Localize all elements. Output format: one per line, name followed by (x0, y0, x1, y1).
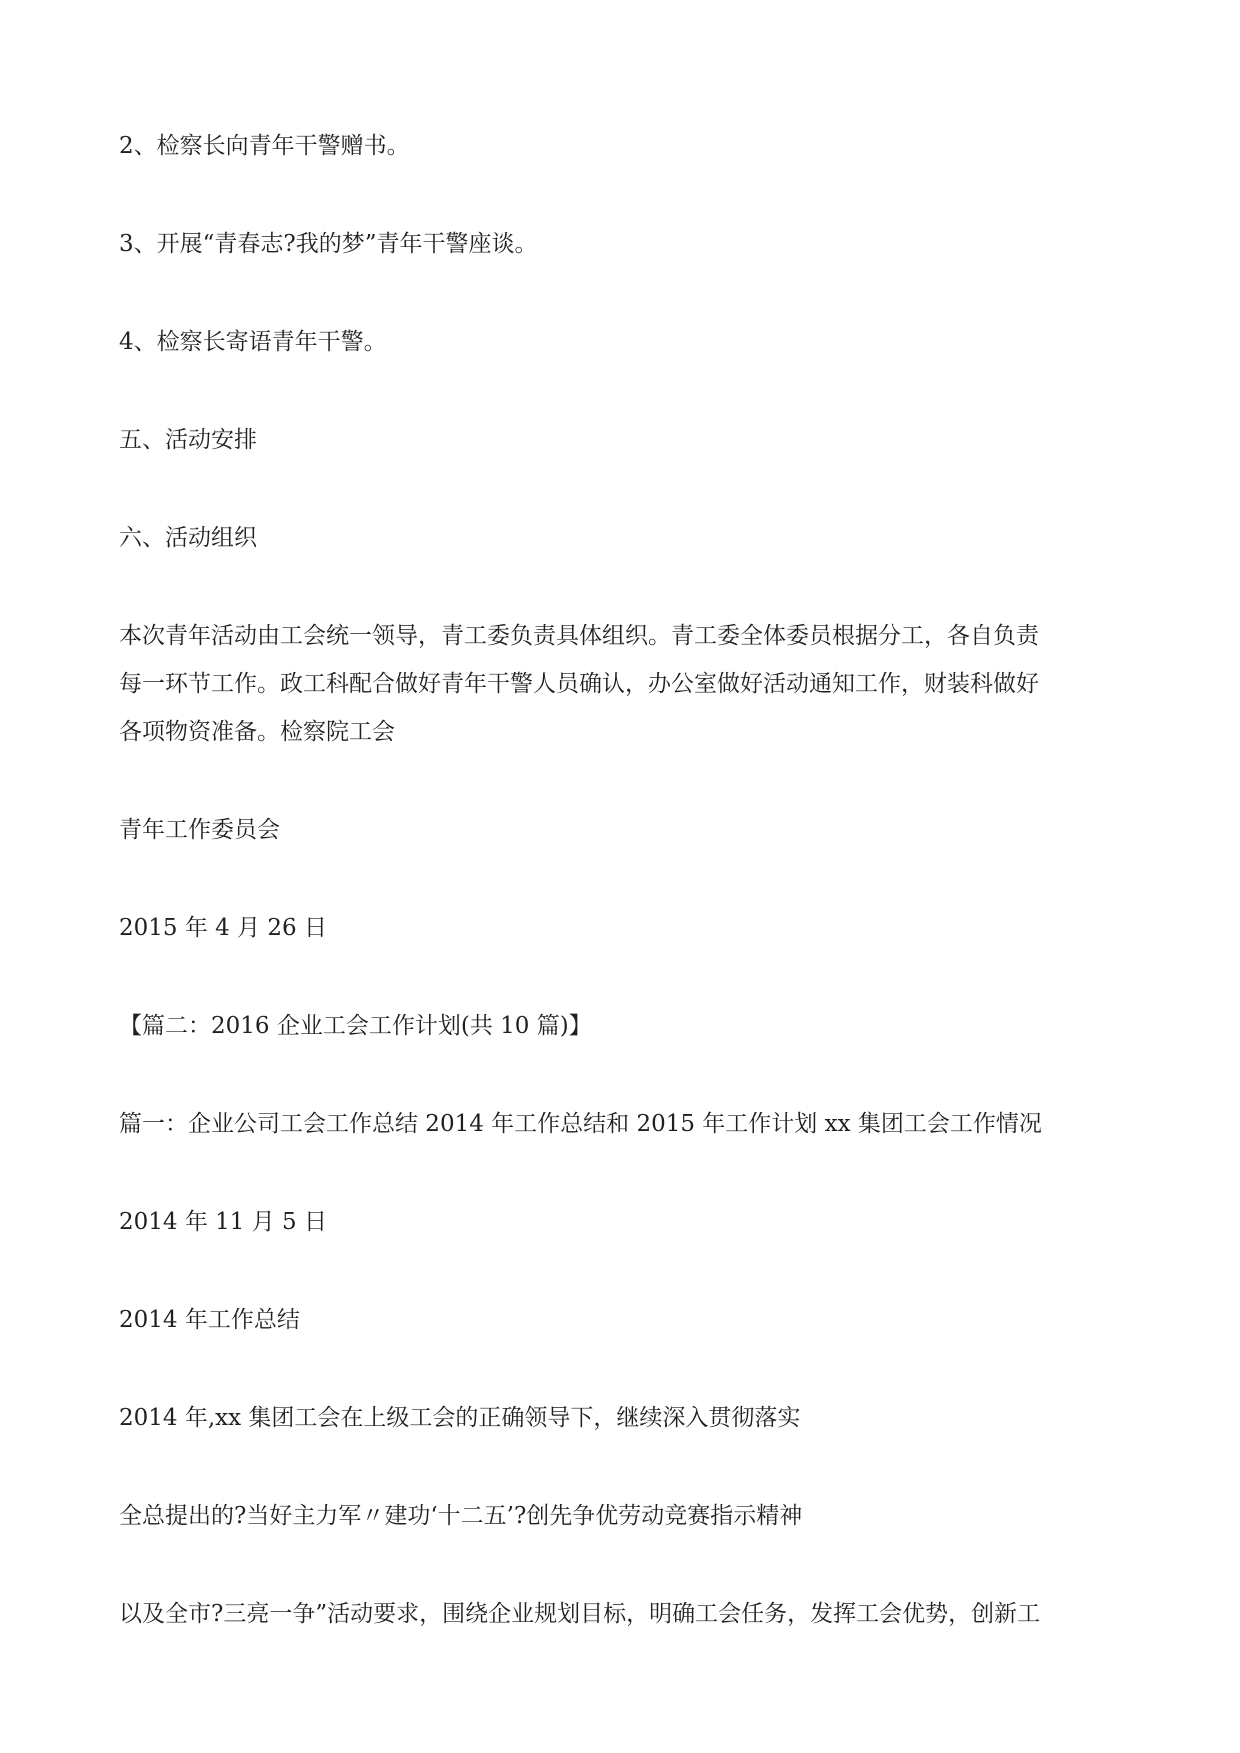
signature-date: 2015 年 4 月 26 日 (119, 915, 327, 941)
list-item-4: 4、检察长寄语青年干警。 (119, 329, 387, 355)
paragraph-line-2: 每一环节工作。政工科配合做好青年干警人员确认，办公室做好活动通知工作，财装科做好 (119, 671, 1039, 697)
signature-committee: 青年工作委员会 (119, 817, 280, 843)
list-item-3: 3、开展“青春志?我的梦”青年干警座谈。 (119, 231, 538, 257)
list-item-2: 2、检察长向青年干警赠书。 (119, 133, 410, 159)
section-heading-5: 五、活动安排 (119, 427, 257, 453)
subarticle-title: 篇一：企业公司工会工作总结 2014 年工作总结和 2015 年工作计划 xx 集团工会工作情况 (119, 1111, 1042, 1137)
article-heading: 【篇二：2016 企业工会工作计划(共 10 篇)】 (119, 1013, 592, 1039)
summary-heading: 2014 年工作总结 (119, 1307, 300, 1333)
subarticle-date: 2014 年 11 月 5 日 (119, 1209, 327, 1235)
section-heading-6: 六、活动组织 (119, 525, 257, 551)
body-line-1: 2014 年,xx 集团工会在上级工会的正确领导下，继续深入贯彻落实 (119, 1405, 801, 1431)
paragraph-line-3: 各项物资准备。检察院工会 (119, 719, 395, 745)
body-line-2: 全总提出的?当好主力军〃建功‘十二五’?创先争优劳动竞赛指示精神 (119, 1503, 803, 1529)
body-line-3: 以及全市?三亮一争”活动要求，围绕企业规划目标，明确工会任务，发挥工会优势，创新工 (119, 1601, 1041, 1627)
paragraph-line-1: 本次青年活动由工会统一领导，青工委负责具体组织。青工委全体委员根据分工，各自负责 (119, 623, 1039, 649)
